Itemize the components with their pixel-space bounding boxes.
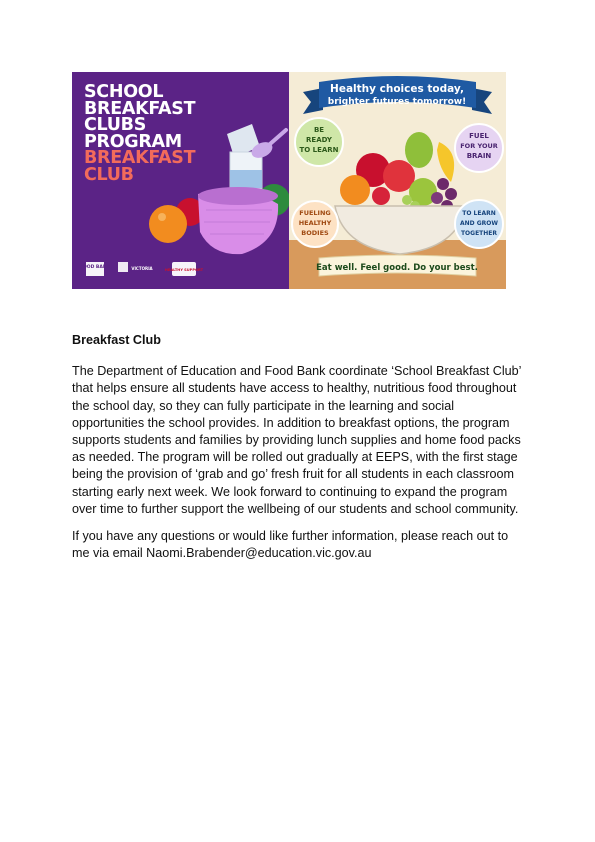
ribbon-line1: Healthy choices today,	[330, 83, 464, 95]
fueling-bodies-bubble	[292, 201, 338, 247]
banner-image	[72, 72, 506, 289]
ribbon-banner	[303, 76, 492, 114]
partner-logos	[80, 262, 204, 276]
title-line: SCHOOL	[84, 82, 164, 102]
bowl-icon	[198, 187, 278, 254]
bubble-text: FUEL	[469, 132, 489, 140]
bubble-text: TO LEARN	[299, 146, 339, 154]
bubble-text: AND GROW	[460, 220, 498, 227]
tagline-text: Eat well. Feel good. Do your best.	[316, 263, 478, 273]
bubble-text: TO LEARN	[462, 210, 496, 217]
fruit-icon	[340, 132, 457, 212]
bubble-text: BE	[313, 126, 325, 134]
article-body	[72, 302, 527, 572]
fuel-brain-bubble	[455, 124, 503, 172]
be-ready-bubble	[295, 118, 343, 166]
bubble-text: READY	[306, 136, 332, 144]
highlight-line: BREAKFAST	[84, 148, 196, 168]
orange-icon	[149, 205, 187, 243]
victoria-logo: VICTORIA	[131, 266, 153, 271]
title-line: PROGRAM	[84, 131, 182, 152]
title-line: BREAKFAST	[84, 98, 196, 119]
tagline-banner	[316, 255, 478, 276]
healthy-support-logo: HEALTHY SUPPORT	[164, 268, 204, 272]
title-line: CLUBS	[84, 115, 147, 135]
learn-grow-bubble	[455, 200, 503, 248]
bubble-text: FOR YOUR	[460, 142, 498, 150]
highlight-line: CLUB	[84, 164, 134, 185]
food-bank-logo: FOOD BANK	[79, 265, 111, 270]
ribbon-line2: brighter futures tomorrow!	[327, 97, 467, 107]
article-heading: Breakfast Club	[72, 333, 161, 347]
bubble-text: TOGETHER	[460, 230, 498, 237]
breakfast-club-program-graphic	[72, 72, 289, 289]
bubble-text: FUELING	[299, 209, 331, 217]
breakfast-illustration	[72, 72, 289, 289]
bubble-text: BODIES	[301, 229, 329, 237]
healthy-choices-graphic	[289, 72, 506, 289]
contact-paragraph: If you have any questions or would like further information, please reach out to me via email Naomi.Brabender@education.vic.gov.au	[72, 529, 509, 561]
bubble-text: BRAIN	[466, 152, 492, 160]
bubble-text: HEALTHY	[298, 219, 332, 227]
article-paragraph: The Department of Education and Food Bank coordinate ‘School Breakfast Club’ that helps ensure all students have access to healthy, nutritious food throughout the school day, so they can fully participate in the learning and social opportunities the school provides. In addition to breakfast options, the program supports students and families by providing lunch supplies and home food packs as needed. The program will be rolled out gradually at EEPS, with the first stage being the provision of ‘grab and go’ fresh fruit for all students in each classroom starting early next week. We look forward to continuing to expand the program over time to further support the wellbeing of our students and school community.	[72, 364, 521, 516]
fruit-bowl-illustration	[289, 72, 506, 289]
